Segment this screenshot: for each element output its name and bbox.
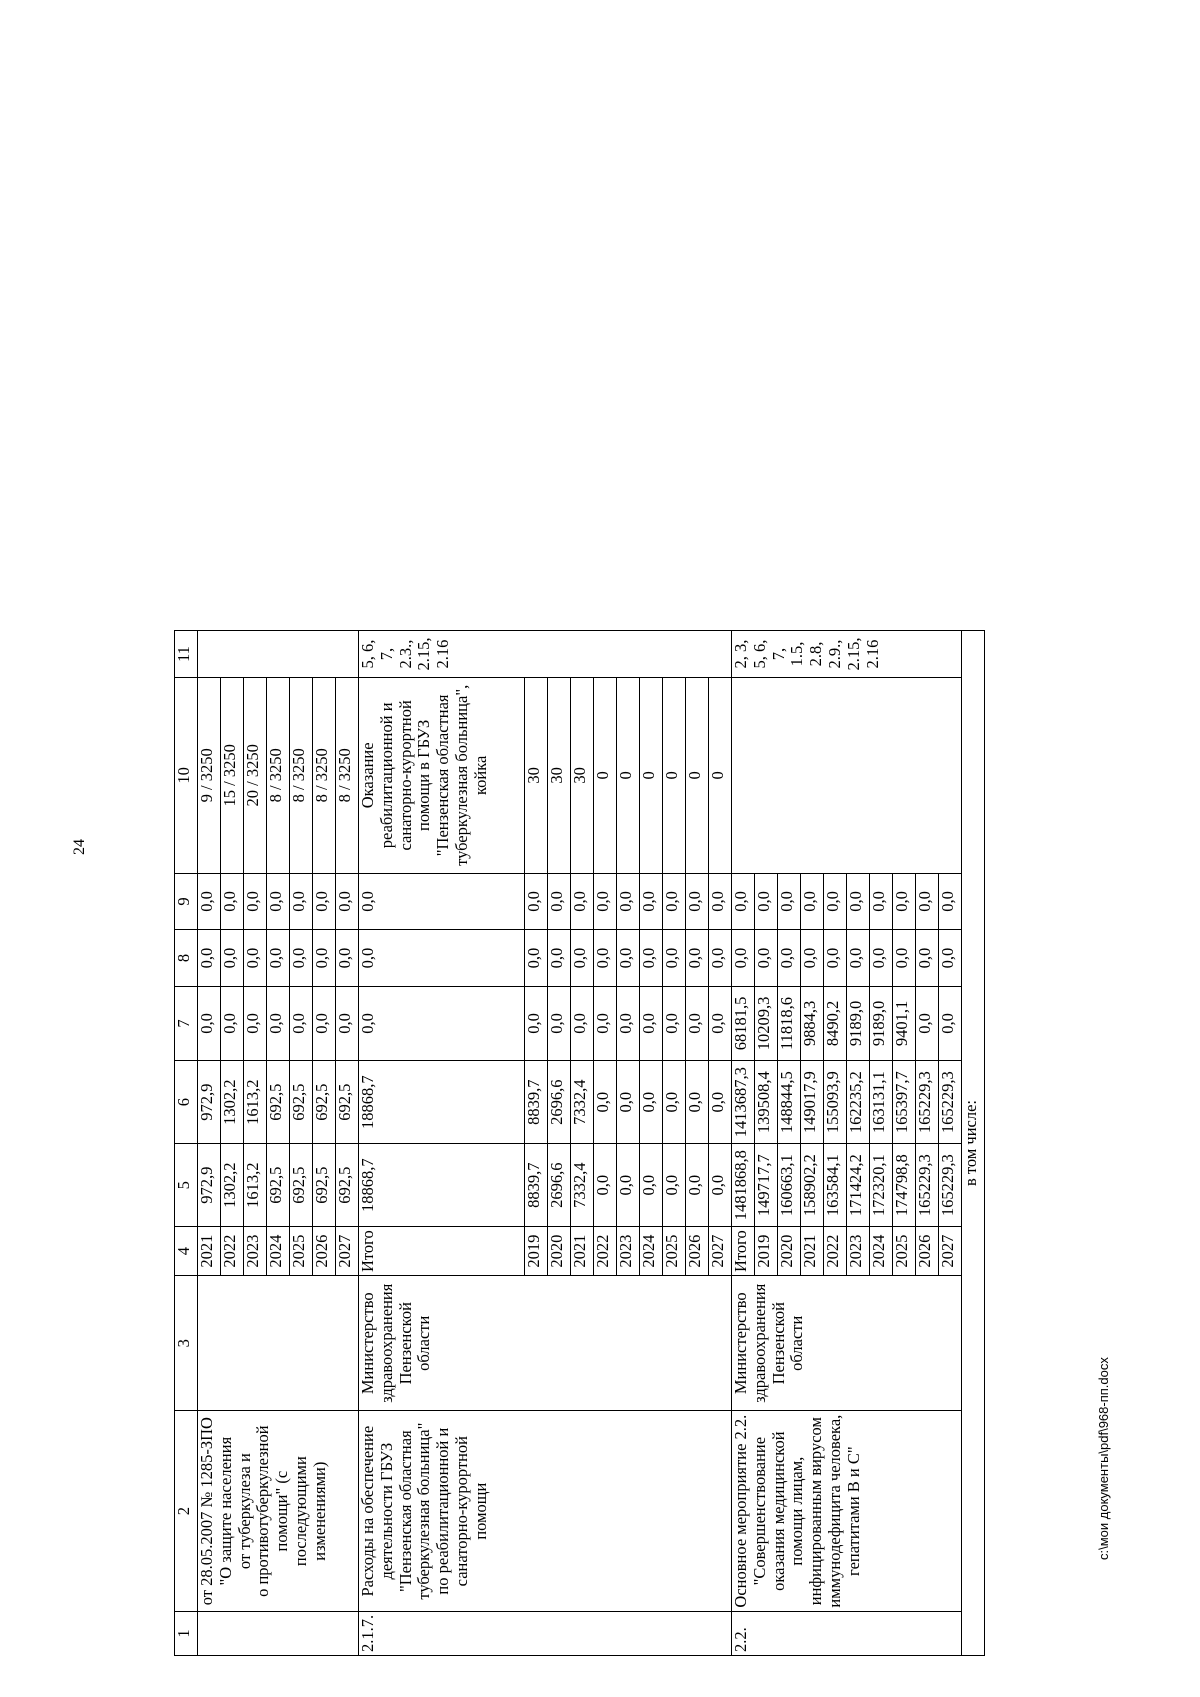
- value-cell: 0,0: [336, 930, 359, 987]
- year-cell: 2027: [336, 1227, 359, 1276]
- value-cell: 1302,2: [221, 1144, 244, 1227]
- item-number-cell: [198, 1611, 359, 1655]
- value-cell: 0,0: [617, 1061, 640, 1144]
- value-cell: 0,0: [221, 930, 244, 987]
- value-cell: 0,0: [548, 873, 571, 930]
- item-name-cell: [198, 1411, 359, 1611]
- year-cell: 2026: [916, 1227, 939, 1276]
- indicator-value-cell: 15 / 3250: [221, 678, 244, 874]
- including-row: [962, 631, 985, 1656]
- value-cell: 174798,8: [893, 1144, 916, 1227]
- value-cell: 0,0: [198, 930, 221, 987]
- value-cell: 0,0: [640, 1144, 663, 1227]
- executor-cell: Министерство здравоохранения Пензенской области: [359, 1276, 732, 1411]
- item-name-line: от 28.05.2007 № 1285-ЗПО: [197, 1417, 216, 1606]
- value-cell: 0,0: [801, 930, 824, 987]
- value-cell: 0,0: [594, 1061, 617, 1144]
- value-cell: 0,0: [686, 873, 709, 930]
- table-header-row: [175, 631, 198, 1656]
- value-cell: 0,0: [847, 873, 870, 930]
- year-cell: 2019: [755, 1227, 778, 1276]
- page-number: 24: [71, 839, 88, 855]
- column-header: 7: [175, 986, 198, 1060]
- value-cell: 0,0: [939, 986, 962, 1060]
- tasks-cell: [198, 631, 359, 678]
- column-header: 3: [175, 1276, 198, 1411]
- value-cell: 0,0: [617, 1144, 640, 1227]
- value-cell: 972,9: [198, 1061, 221, 1144]
- value-cell: 0,0: [617, 986, 640, 1060]
- indicator-cell: [732, 678, 962, 874]
- value-cell: 148844,5: [778, 1061, 801, 1144]
- value-cell: 0,0: [548, 986, 571, 1060]
- value-cell: 0,0: [594, 986, 617, 1060]
- value-cell: 0,0: [778, 930, 801, 987]
- item-name-line: о противотуберкулезной: [253, 1425, 273, 1597]
- value-cell: 2696,6: [548, 1061, 571, 1144]
- value-cell: 8490,2: [824, 986, 847, 1060]
- year-cell: 2021: [198, 1227, 221, 1276]
- year-cell: 2019: [525, 1227, 548, 1276]
- year-cell: 2025: [893, 1227, 916, 1276]
- value-cell: 0,0: [548, 930, 571, 987]
- year-cell: Итого: [732, 1227, 755, 1276]
- value-cell: 692,5: [267, 1061, 290, 1144]
- column-header: 11: [175, 631, 198, 678]
- year-cell: 2022: [824, 1227, 847, 1276]
- value-cell: 149017,9: [801, 1061, 824, 1144]
- year-cell: 2024: [640, 1227, 663, 1276]
- value-cell: 149717,7: [755, 1144, 778, 1227]
- indicator-value-cell: 30: [571, 678, 594, 874]
- tasks-cell: 5, 6, 7, 2.3., 2.15, 2.16: [359, 631, 732, 678]
- value-cell: 0,0: [525, 930, 548, 987]
- footer-file-path: c:\мои документы\pdf\968-пп.docx: [1096, 1357, 1111, 1560]
- value-cell: 165229,3: [939, 1144, 962, 1227]
- column-header: 5: [175, 1144, 198, 1227]
- item-name-line: помощи" (с последующими: [272, 1456, 310, 1567]
- item-name-cell: Расходы на обеспечение деятельности ГБУЗ "Пензенская областная туберкулезная больница" по реабилитационной и санаторно-курортной помощи: [359, 1411, 732, 1611]
- value-cell: 0,0: [571, 986, 594, 1060]
- value-cell: 0,0: [359, 930, 525, 987]
- value-cell: 692,5: [336, 1144, 359, 1227]
- value-cell: 0,0: [617, 873, 640, 930]
- value-cell: 0,0: [893, 873, 916, 930]
- including-label: в том числе:: [962, 631, 985, 1656]
- value-cell: 11818,6: [778, 986, 801, 1060]
- value-cell: 0,0: [336, 873, 359, 930]
- value-cell: 0,0: [221, 873, 244, 930]
- value-cell: 0,0: [198, 986, 221, 1060]
- value-cell: 18868,7: [359, 1061, 525, 1144]
- value-cell: 0,0: [267, 930, 290, 987]
- indicator-value-cell: 0: [686, 678, 709, 874]
- column-header: 9: [175, 873, 198, 930]
- program-table: [174, 630, 985, 1656]
- value-cell: 0,0: [525, 986, 548, 1060]
- value-cell: 1613,2: [244, 1144, 267, 1227]
- value-cell: 18868,7: [359, 1144, 525, 1227]
- year-cell: 2022: [594, 1227, 617, 1276]
- table-row: [198, 631, 221, 1656]
- value-cell: 1613,2: [244, 1061, 267, 1144]
- item-name-line: изменениями): [309, 1461, 329, 1561]
- value-cell: 0,0: [290, 986, 313, 1060]
- value-cell: 0,0: [755, 930, 778, 987]
- value-cell: 8839,7: [525, 1144, 548, 1227]
- indicator-value-cell: 8 / 3250: [336, 678, 359, 874]
- value-cell: 7332,4: [571, 1144, 594, 1227]
- value-cell: 9884,3: [801, 986, 824, 1060]
- value-cell: 0,0: [640, 1061, 663, 1144]
- indicator-value-cell: 30: [525, 678, 548, 874]
- year-cell: 2020: [778, 1227, 801, 1276]
- value-cell: 165229,3: [916, 1144, 939, 1227]
- value-cell: 1413687,3: [732, 1061, 755, 1144]
- value-cell: 692,5: [290, 1144, 313, 1227]
- year-cell: 2023: [244, 1227, 267, 1276]
- value-cell: 155093,9: [824, 1061, 847, 1144]
- value-cell: 0,0: [663, 1061, 686, 1144]
- value-cell: 0,0: [594, 930, 617, 987]
- value-cell: 165229,3: [939, 1061, 962, 1144]
- indicator-value-cell: 0: [617, 678, 640, 874]
- indicator-value-cell: 20 / 3250: [244, 678, 267, 874]
- value-cell: 0,0: [244, 986, 267, 1060]
- indicator-value-cell: 0: [663, 678, 686, 874]
- value-cell: 9401,1: [893, 986, 916, 1060]
- value-cell: 10209,3: [755, 986, 778, 1060]
- value-cell: 0,0: [709, 1061, 732, 1144]
- value-cell: 163584,1: [824, 1144, 847, 1227]
- value-cell: 0,0: [359, 873, 525, 930]
- value-cell: 0,0: [916, 986, 939, 1060]
- executor-cell: Министерство здравоохранения Пензенской области: [732, 1276, 962, 1411]
- value-cell: 68181,5: [732, 986, 755, 1060]
- value-cell: 2696,6: [548, 1144, 571, 1227]
- value-cell: 972,9: [198, 1144, 221, 1227]
- year-cell: 2027: [939, 1227, 962, 1276]
- value-cell: 0,0: [640, 873, 663, 930]
- value-cell: 0,0: [267, 986, 290, 1060]
- value-cell: 165397,7: [893, 1061, 916, 1144]
- year-cell: 2020: [548, 1227, 571, 1276]
- value-cell: 9189,0: [870, 986, 893, 1060]
- value-cell: 160663,1: [778, 1144, 801, 1227]
- year-cell: 2027: [709, 1227, 732, 1276]
- value-cell: 0,0: [663, 930, 686, 987]
- value-cell: 158902,2: [801, 1144, 824, 1227]
- value-cell: 163131,1: [870, 1061, 893, 1144]
- item-name-cell: Основное мероприятие 2.2. "Совершенствование оказания медицинской помощи лицам, инфицированным вирусом иммунодефицита человека, гепатитами В и С": [732, 1411, 962, 1611]
- program-table-wrapper: [174, 630, 985, 1656]
- value-cell: 0,0: [290, 873, 313, 930]
- indicator-value-cell: 30: [548, 678, 571, 874]
- indicator-value-cell: 8 / 3250: [313, 678, 336, 874]
- value-cell: 0,0: [663, 1144, 686, 1227]
- value-cell: 0,0: [870, 873, 893, 930]
- item-number-cell: 2.1.7.: [359, 1611, 732, 1655]
- column-header: 1: [175, 1611, 198, 1655]
- value-cell: 0,0: [267, 873, 290, 930]
- value-cell: 0,0: [221, 986, 244, 1060]
- value-cell: 0,0: [313, 873, 336, 930]
- table-row-total: [732, 631, 755, 1656]
- value-cell: 692,5: [313, 1061, 336, 1144]
- value-cell: 0,0: [709, 873, 732, 930]
- value-cell: 0,0: [709, 1144, 732, 1227]
- value-cell: 0,0: [594, 873, 617, 930]
- indicator-value-cell: 8 / 3250: [290, 678, 313, 874]
- value-cell: 0,0: [640, 930, 663, 987]
- value-cell: 0,0: [571, 873, 594, 930]
- year-cell: 2026: [686, 1227, 709, 1276]
- column-header: 10: [175, 678, 198, 874]
- value-cell: 0,0: [732, 930, 755, 987]
- column-header: 4: [175, 1227, 198, 1276]
- value-cell: 0,0: [709, 930, 732, 987]
- value-cell: 0,0: [290, 930, 313, 987]
- value-cell: 0,0: [824, 930, 847, 987]
- column-header: 6: [175, 1061, 198, 1144]
- value-cell: 7332,4: [571, 1061, 594, 1144]
- value-cell: 0,0: [824, 873, 847, 930]
- year-cell: 2026: [313, 1227, 336, 1276]
- value-cell: 0,0: [709, 986, 732, 1060]
- value-cell: 9189,0: [847, 986, 870, 1060]
- value-cell: 162235,2: [847, 1061, 870, 1144]
- executor-cell: [198, 1276, 359, 1411]
- indicator-value-cell: 9 / 3250: [198, 678, 221, 874]
- value-cell: 692,5: [336, 1061, 359, 1144]
- value-cell: 0,0: [916, 873, 939, 930]
- value-cell: 8839,7: [525, 1061, 548, 1144]
- value-cell: 0,0: [313, 930, 336, 987]
- value-cell: 0,0: [640, 986, 663, 1060]
- value-cell: 0,0: [663, 873, 686, 930]
- value-cell: 0,0: [778, 873, 801, 930]
- value-cell: 1302,2: [221, 1061, 244, 1144]
- year-cell: 2022: [221, 1227, 244, 1276]
- value-cell: 0,0: [336, 986, 359, 1060]
- value-cell: 0,0: [870, 930, 893, 987]
- item-name-line: "О защите населения: [215, 1436, 235, 1586]
- value-cell: 0,0: [594, 1144, 617, 1227]
- year-cell: 2023: [847, 1227, 870, 1276]
- year-cell: 2024: [870, 1227, 893, 1276]
- value-cell: 0,0: [663, 986, 686, 1060]
- value-cell: 0,0: [686, 930, 709, 987]
- indicator-value-cell: 8 / 3250: [267, 678, 290, 874]
- value-cell: 0,0: [198, 873, 221, 930]
- year-cell: Итого: [359, 1227, 525, 1276]
- value-cell: 0,0: [617, 930, 640, 987]
- value-cell: 0,0: [525, 873, 548, 930]
- indicator-value-cell: 0: [709, 678, 732, 874]
- value-cell: 0,0: [801, 873, 824, 930]
- indicator-value-cell: 0: [594, 678, 617, 874]
- value-cell: 0,0: [686, 986, 709, 1060]
- value-cell: 1481868,8: [732, 1144, 755, 1227]
- value-cell: 0,0: [571, 930, 594, 987]
- year-cell: 2021: [571, 1227, 594, 1276]
- value-cell: 139508,4: [755, 1061, 778, 1144]
- year-cell: 2021: [801, 1227, 824, 1276]
- value-cell: 692,5: [267, 1144, 290, 1227]
- value-cell: 0,0: [847, 930, 870, 987]
- value-cell: 0,0: [686, 1144, 709, 1227]
- value-cell: 0,0: [755, 873, 778, 930]
- value-cell: 0,0: [244, 930, 267, 987]
- value-cell: 165229,3: [916, 1061, 939, 1144]
- year-cell: 2024: [267, 1227, 290, 1276]
- column-header: 2: [175, 1411, 198, 1611]
- item-number-cell: 2.2.: [732, 1611, 962, 1655]
- value-cell: 692,5: [290, 1061, 313, 1144]
- value-cell: 0,0: [939, 873, 962, 930]
- value-cell: 0,0: [893, 930, 916, 987]
- column-header: 8: [175, 930, 198, 987]
- value-cell: 0,0: [939, 930, 962, 987]
- value-cell: 0,0: [732, 873, 755, 930]
- indicator-value-cell: 0: [640, 678, 663, 874]
- value-cell: 172320,1: [870, 1144, 893, 1227]
- value-cell: 0,0: [359, 986, 525, 1060]
- indicator-cell: Оказание реабилитационной и санаторно-курортной помощи в ГБУЗ "Пензенская областная туберкулезная больница", койка: [359, 678, 525, 874]
- value-cell: 171424,2: [847, 1144, 870, 1227]
- year-cell: 2025: [663, 1227, 686, 1276]
- year-cell: 2023: [617, 1227, 640, 1276]
- table-row-total: [359, 631, 525, 1656]
- value-cell: 0,0: [916, 930, 939, 987]
- tasks-cell: 2, 3, 5, 6, 7, 1.5, 2.8, 2.9., 2.15, 2.16: [732, 631, 962, 678]
- year-cell: 2025: [290, 1227, 313, 1276]
- item-name-line: от туберкулеза и: [234, 1453, 254, 1570]
- value-cell: 0,0: [244, 873, 267, 930]
- value-cell: 0,0: [313, 986, 336, 1060]
- value-cell: 0,0: [686, 1061, 709, 1144]
- value-cell: 692,5: [313, 1144, 336, 1227]
